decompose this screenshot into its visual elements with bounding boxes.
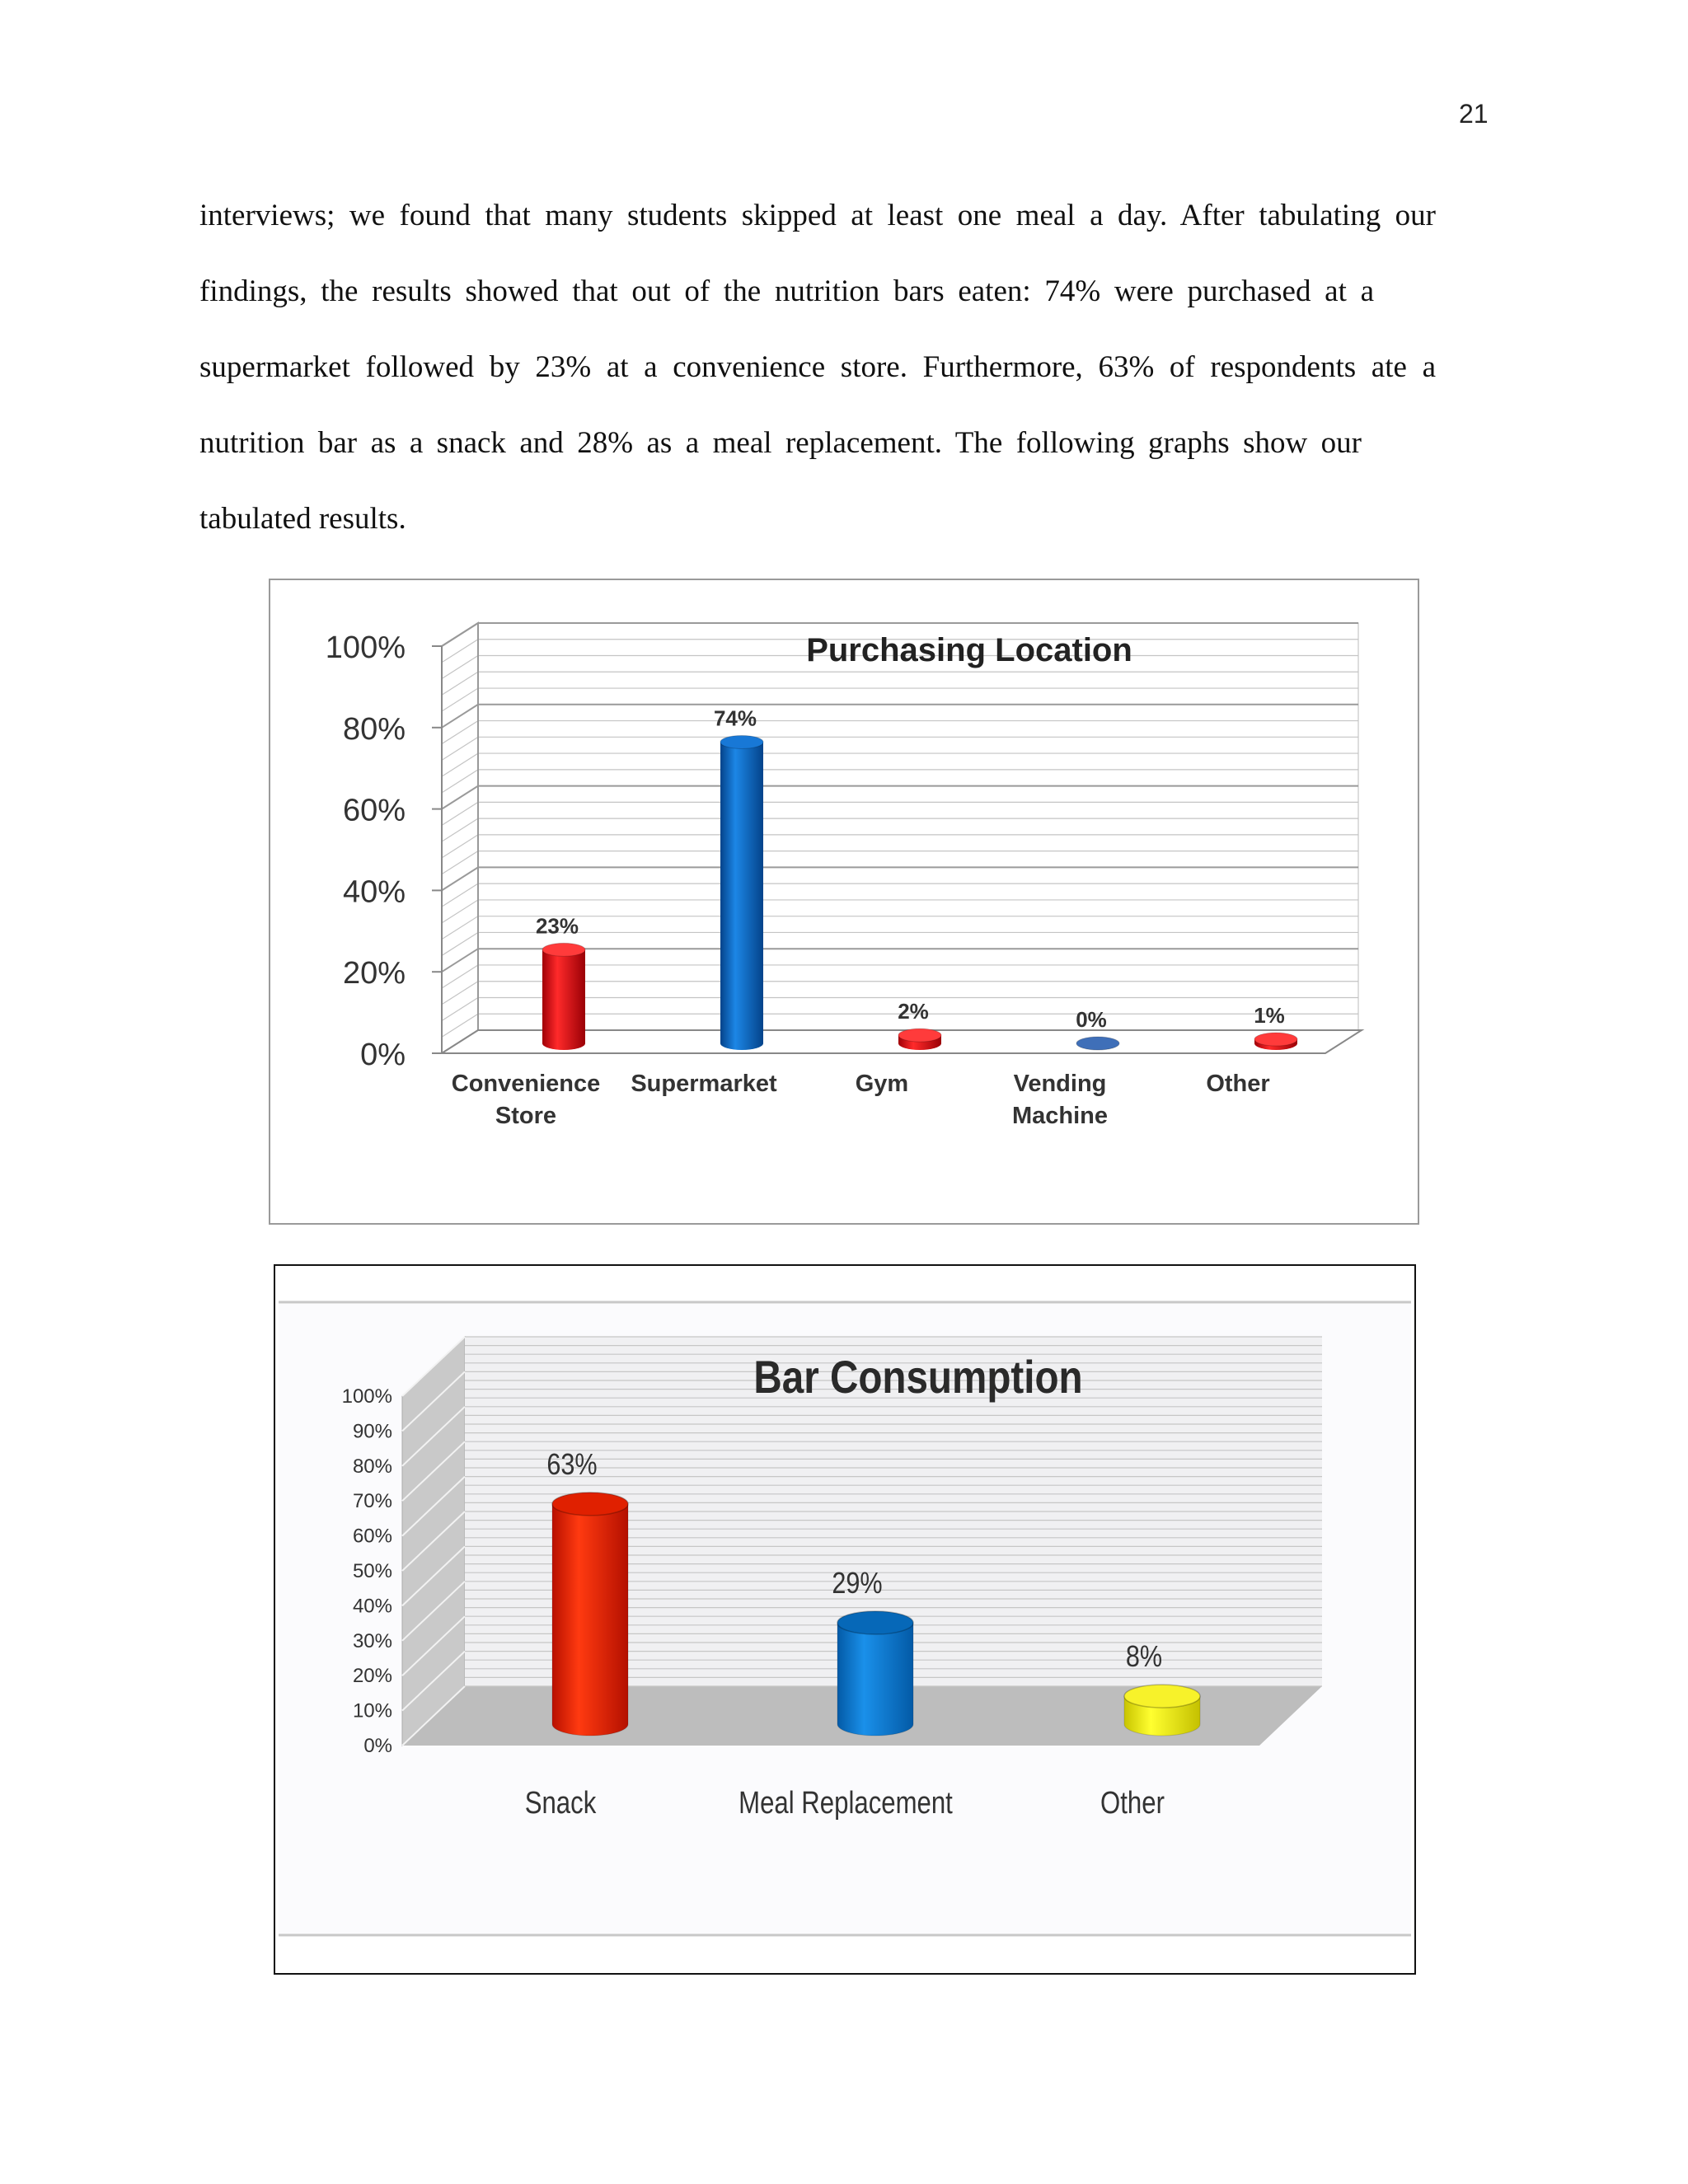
bar bbox=[542, 949, 585, 1050]
y-tick-label: 20% bbox=[342, 956, 406, 991]
y-tick-label: 40% bbox=[342, 874, 406, 910]
bar bbox=[837, 1623, 913, 1736]
category-label: Gym bbox=[855, 1071, 909, 1097]
body-paragraph bbox=[199, 178, 1436, 557]
category-label: Convenience bbox=[451, 1071, 601, 1097]
paragraph-line: tabulated results. bbox=[199, 502, 406, 536]
paragraph-line: nutrition bar as a snack and 28% as a meal replacement. The following graphs show our bbox=[199, 426, 1362, 460]
y-tick-label: 10% bbox=[352, 1699, 392, 1722]
data-label: 63% bbox=[546, 1448, 598, 1482]
bar-cap bbox=[1076, 1037, 1119, 1050]
data-label: 0% bbox=[1076, 1007, 1107, 1032]
data-label: 29% bbox=[832, 1567, 883, 1601]
y-tick-label: 0% bbox=[363, 1735, 392, 1757]
y-tick-label: 30% bbox=[352, 1629, 392, 1652]
y-tick-label: 0% bbox=[360, 1038, 406, 1072]
category-label: Snack bbox=[524, 1786, 597, 1821]
category-label: Store bbox=[495, 1103, 557, 1129]
y-tick-label: 60% bbox=[352, 1525, 392, 1548]
data-label: 1% bbox=[1254, 1003, 1285, 1029]
data-label: 2% bbox=[898, 999, 929, 1024]
y-tick-label: 60% bbox=[342, 793, 406, 828]
bar-consumption-chart bbox=[274, 1264, 1416, 1975]
paragraph-line: supermarket followed by 23% at a convenience store. Furthermore, 63% of respondents ate a bbox=[199, 350, 1436, 384]
y-tick-label: 70% bbox=[352, 1490, 392, 1513]
y-tick-label: 80% bbox=[342, 711, 406, 747]
purchasing-location-svg bbox=[270, 580, 1418, 1223]
category-label: Other bbox=[1206, 1071, 1270, 1097]
back-wall bbox=[478, 623, 1358, 1030]
y-tick-label: 90% bbox=[352, 1420, 392, 1443]
bar-cap bbox=[898, 1029, 941, 1042]
bar bbox=[552, 1504, 628, 1736]
bar-cap bbox=[542, 943, 585, 956]
bar-cap bbox=[1124, 1685, 1200, 1708]
bar-cap bbox=[720, 735, 763, 748]
y-tick-label: 100% bbox=[325, 630, 406, 665]
purchasing-location-chart bbox=[269, 579, 1419, 1225]
bar-cap bbox=[552, 1493, 628, 1516]
y-tick-label: 40% bbox=[352, 1595, 392, 1618]
category-label: Meal Replacement bbox=[738, 1786, 953, 1821]
data-label: 23% bbox=[535, 913, 579, 939]
category-label: Machine bbox=[1011, 1103, 1109, 1129]
bar-cap bbox=[1254, 1033, 1297, 1046]
data-label: 74% bbox=[713, 705, 757, 731]
y-tick-label: 20% bbox=[352, 1665, 392, 1688]
paragraph-line: interviews; we found that many students skipped at least one meal a day. After tabulating our bbox=[199, 199, 1436, 232]
paragraph-line: findings, the results showed that out of the nutrition bars eaten: 74% were purchased at a bbox=[199, 274, 1374, 308]
chart-title: Purchasing Location bbox=[806, 632, 1132, 668]
chart-title: Bar Consumption bbox=[753, 1352, 1083, 1404]
bar-cap bbox=[837, 1611, 913, 1634]
data-label: 8% bbox=[1125, 1640, 1163, 1674]
category-label: Vending bbox=[1013, 1071, 1107, 1097]
category-label: Supermarket bbox=[631, 1071, 777, 1097]
y-tick-label: 50% bbox=[352, 1560, 392, 1582]
page-number: 21 bbox=[1459, 99, 1489, 129]
category-label: Other bbox=[1100, 1786, 1165, 1821]
bar bbox=[720, 742, 763, 1050]
y-tick-label: 100% bbox=[341, 1385, 392, 1408]
y-tick-label: 80% bbox=[352, 1455, 392, 1478]
bar-consumption-svg bbox=[275, 1266, 1414, 1973]
